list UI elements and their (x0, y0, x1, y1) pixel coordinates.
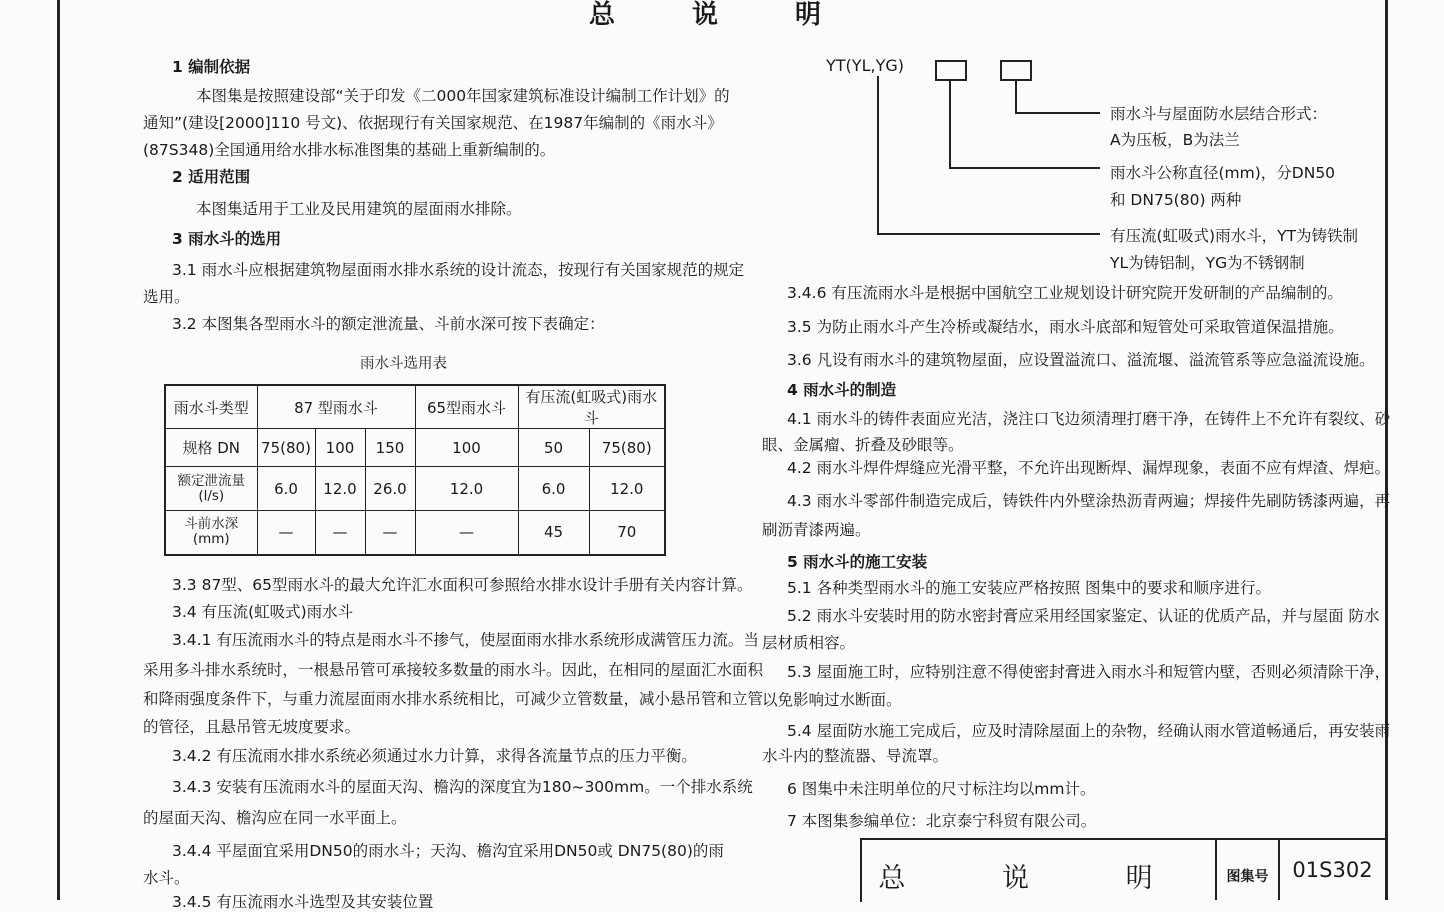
section-3-4-5-text: 3.4.5 有压流雨水斗选型及其安装位置 (172, 893, 434, 911)
section-5-heading: 5 雨水斗的施工安装 (787, 553, 928, 571)
section-3-1-text: 选用。 (143, 288, 190, 306)
table-cell: 50 (518, 429, 589, 467)
section-3-heading: 3 雨水斗的选用 (172, 230, 282, 248)
section-4-2-text: 4.2 雨水斗焊件焊缝应光滑平整，不允许出现断焊、漏焊现象，表面不应有焊渣、焊疤。 (787, 459, 1391, 477)
section-2-heading: 2 适用范围 (172, 168, 251, 186)
section-1-heading: 1 编制依据 (172, 58, 251, 76)
diagram-note-diameter: 和 DN75(80) 两种 (1110, 191, 1242, 209)
section-3-6-text: 3.6 凡设有雨水斗的建筑物屋面，应设置溢流口、溢流堰、溢流管系等应急溢流设施。 (787, 351, 1375, 369)
section-1-text: 通知”(建设[2000]110 号文)、依据现行有关国家规范、在1987年编制的《雨水斗》 (143, 114, 723, 132)
section-5-4-text: 水斗内的整流器、导流罩。 (762, 747, 949, 765)
section-5-4-text: 5.4 屋面防水施工完成后，应及时清除屋面上的杂物，经确认雨水管道畅通后，再安装雨 (787, 722, 1391, 740)
table-cell: — (415, 511, 518, 555)
section-5-3-text: 5.3 屋面施工时，应特别注意不得使密封膏进入雨水斗和短管内壁，否则必须清除干净， (787, 663, 1391, 681)
section-6-text: 6 图集中未注明单位的尺寸标注均以mm计。 (787, 780, 1096, 798)
table-cell: 12.0 (589, 467, 665, 511)
table-cell: 12.0 (415, 467, 518, 511)
section-3-1-text: 3.1 雨水斗应根据建筑物屋面雨水排水系统的设计流态，按现行有关国家规范的规定 (172, 261, 745, 279)
table-cell: 有压流(虹吸式)雨水斗 (518, 385, 665, 429)
table-cell: 45 (518, 511, 589, 555)
row-label-line: 额定泄流量 (177, 472, 245, 489)
table-cell: 75(80) (589, 429, 665, 467)
section-5-3-text: 以免影响过水断面。 (762, 691, 902, 709)
section-3-4-3-text: 的屋面天沟、檐沟应在同一水平面上。 (143, 809, 407, 827)
section-3-4-1-text: 和降雨强度条件下，与重力流屋面雨水排水系统相比，可减少立管数量，减小悬吊管和立管 (143, 690, 764, 708)
section-1-text: 本图集是按照建设部“关于印发《二000年国家建筑标准设计编制工作计划》的 (196, 87, 730, 105)
row-label-line: (l/s) (198, 487, 225, 504)
section-3-3-text: 3.3 87型、65型雨水斗的最大允许汇水面积可参照给水排水设计手册有关内容计算。 (172, 576, 753, 594)
section-3-5-text: 3.5 为防止雨水斗产生冷桥或凝结水，雨水斗底部和短管处可采取管道保温措施。 (787, 318, 1344, 336)
diagram-note-form: 雨水斗与屋面防水层结合形式： (1110, 105, 1328, 123)
row-label-line: (mm) (192, 531, 230, 548)
section-4-heading: 4 雨水斗的制造 (787, 381, 897, 399)
table-cell: — (365, 511, 415, 555)
table-cell: 6.0 (518, 467, 589, 511)
table-cell: 雨水斗类型 (165, 385, 257, 429)
page-title: 总 说 明 (588, 0, 856, 30)
diagram-note-material: 有压流(虹吸式)雨水斗，YT为铸铁制 (1110, 227, 1359, 245)
section-4-3-text: 刷沥青漆两遍。 (762, 521, 871, 539)
model-code: YT(YL,YG) (826, 56, 904, 75)
section-5-2-text: 5.2 雨水斗安装时用的防水密封膏应采用经国家鉴定、认证的优质产品，并与屋面 防水 (787, 607, 1380, 625)
table-cell: 规格 DN (165, 429, 257, 467)
section-3-4-1-text: 3.4.1 有压流雨水斗的特点是雨水斗不掺气，使屋面雨水排水系统形成满管压力流。当 (172, 631, 759, 649)
table-cell: 75(80) (257, 429, 315, 467)
section-7-text: 7 本图集参编单位：北京泰宁科贸有限公司。 (787, 812, 1097, 830)
table-cell: — (315, 511, 365, 555)
section-4-1-text: 眼、金属瘤、折叠及砂眼等。 (762, 436, 964, 454)
table-cell: 65型雨水斗 (415, 385, 518, 429)
section-3-4-4-text: 水斗。 (143, 869, 190, 887)
table-cell: 100 (315, 429, 365, 467)
title-block-name: 总 说 明 (878, 863, 1197, 894)
section-3-4-6-text: 3.4.6 有压流雨水斗是根据中国航空工业规划设计研究院开发研制的产品编制的。 (787, 284, 1343, 302)
section-3-4-1-text: 的管径，且悬吊管无坡度要求。 (143, 718, 361, 736)
table-cell: 70 (589, 511, 665, 555)
section-3-4-2-text: 3.4.2 有压流雨水排水系统必须通过水力计算，求得各流量节点的压力平衡。 (172, 747, 697, 765)
section-5-2-text: 层材质相容。 (762, 634, 856, 652)
table-cell: 100 (415, 429, 518, 467)
section-4-1-text: 4.1 雨水斗的铸件表面应光洁，浇注口飞边须清理打磨干净，在铸件上不允许有裂纹、砂 (787, 410, 1391, 428)
diagram-note-material: YL为铸铝制，YG为不锈钢制 (1110, 254, 1305, 272)
section-3-4-heading: 3.4 有压流(虹吸式)雨水斗 (172, 603, 354, 621)
section-3-2-text: 3.2 本图集各型雨水斗的额定泄流量、斗前水深可按下表确定： (172, 315, 605, 333)
diagram-note-diameter: 雨水斗公称直径(mm)，分DN50 (1110, 164, 1336, 182)
table-cell: 87 型雨水斗 (257, 385, 415, 429)
diagram-note-form: A为压板，B为法兰 (1110, 131, 1240, 149)
table-cell: 150 (365, 429, 415, 467)
section-1-text: (87S348)全国通用给水排水标准图集的基础上重新编制的。 (143, 141, 556, 159)
section-3-4-1-text: 采用多斗排水系统时，一根悬吊管可承接较多数量的雨水斗。因此，在相同的屋面汇水面积 (143, 661, 764, 679)
table-cell: 6.0 (257, 467, 315, 511)
row-label-line: 斗前水深 (184, 516, 239, 533)
title-block-label: 图集号 (1226, 869, 1269, 885)
section-2-text: 本图集适用于工业及民用建筑的屋面雨水排除。 (196, 200, 522, 218)
section-4-3-text: 4.3 雨水斗零部件制造完成后，铸铁件内外壁涂热沥青两遍；焊接件先刷防锈漆两遍，再 (787, 492, 1391, 510)
table-cell: 12.0 (315, 467, 365, 511)
section-3-4-3-text: 3.4.3 安装有压流雨水斗的屋面天沟、檐沟的深度宜为180~300mm。一个排水系统 (172, 778, 753, 796)
section-3-4-4-text: 3.4.4 平屋面宜采用DN50的雨水斗；天沟、檐沟宜采用DN50或 DN75(80)的雨 (172, 842, 724, 860)
table-cell: — (257, 511, 315, 555)
atlas-number: 01S302 (1292, 858, 1373, 882)
table-caption: 雨水斗选用表 (360, 356, 447, 372)
section-5-1-text: 5.1 各种类型雨水斗的施工安装应严格按照 图集中的要求和顺序进行。 (787, 579, 1272, 597)
table-cell: 26.0 (365, 467, 415, 511)
